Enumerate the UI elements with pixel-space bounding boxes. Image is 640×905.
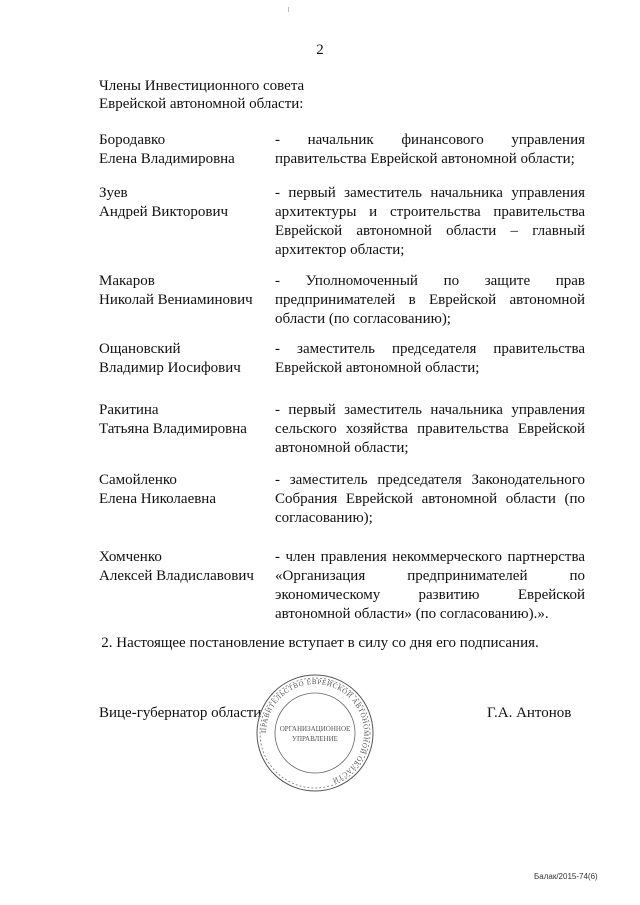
member-name [99, 272, 269, 310]
member-surname: Ощановский [99, 341, 181, 357]
member-name [99, 471, 269, 509]
member-given-names: Алексей Владиславович [99, 568, 254, 584]
member-role: - заместитель председателя правительства Еврейской автономной области; [275, 341, 585, 376]
member-role: - первый заместитель начальника управления архитектуры и строительства правительства Еврейской автономной области – главный архитектор области; [275, 185, 585, 258]
seal-ring-text: ПРАВИТЕЛЬСТВО ЕВРЕЙСКОЙ АВТОНОМНОЙ ОБЛАСТИ [259, 677, 371, 785]
member-given-names: Елена Владимировна [99, 151, 235, 167]
member-surname: Бородавко [99, 132, 166, 148]
signatory-title: Вице-губернатор области [99, 705, 262, 721]
member-given-names: Татьяна Владимировна [99, 421, 247, 437]
member-given-names: Андрей Викторович [99, 204, 229, 220]
member-surname: Хомченко [99, 549, 162, 565]
official-seal [254, 672, 376, 794]
member-surname: Ракитина [99, 402, 159, 418]
member-role: - заместитель председателя Законодательного Собрания Еврейской автономной области (по согласованию); [275, 472, 585, 526]
member-role: - член правления некоммерческого партнерства «Организация предпринимателей по экономическому развитию Еврейской автономной области» (по согласованию).». [275, 549, 585, 622]
member-surname: Макаров [99, 273, 155, 289]
member-name [99, 401, 269, 439]
member-role: - Уполномоченный по защите прав предпринимателей в Еврейской автономной области (по согласованию); [275, 273, 585, 327]
seal-inner-text: УПРАВЛЕНИЕ [292, 735, 338, 743]
signatory-name: Г.А. Антонов [487, 705, 572, 721]
member-role: - первый заместитель начальника управления сельского хозяйства правительства Еврейской автономной области; [275, 402, 585, 456]
member-given-names: Николай Вениаминович [99, 292, 253, 308]
member-name [99, 340, 269, 378]
scan-mark [288, 7, 289, 12]
seal-inner-text: ОРГАНИЗАЦИОННОЕ [279, 725, 351, 733]
section-title-line: Еврейской автономной области: [99, 96, 304, 112]
member-surname: Зуев [99, 185, 128, 201]
section-title [99, 77, 304, 113]
closing-paragraph: 2. Настоящее постановление вступает в силу со дня его подписания. [101, 635, 539, 651]
member-name [99, 131, 269, 169]
section-title-line: Члены Инвестиционного совета [99, 78, 305, 94]
member-name [99, 548, 269, 586]
member-surname: Самойленко [99, 472, 177, 488]
member-given-names: Елена Николаевна [99, 491, 216, 507]
member-given-names: Владимир Иосифович [99, 360, 241, 376]
document-code: Балак/2015-74(6) [534, 872, 598, 881]
member-name [99, 184, 269, 222]
page-number: 2 [316, 42, 324, 58]
member-role: - начальник финансового управления правительства Еврейской автономной области; [275, 132, 585, 167]
